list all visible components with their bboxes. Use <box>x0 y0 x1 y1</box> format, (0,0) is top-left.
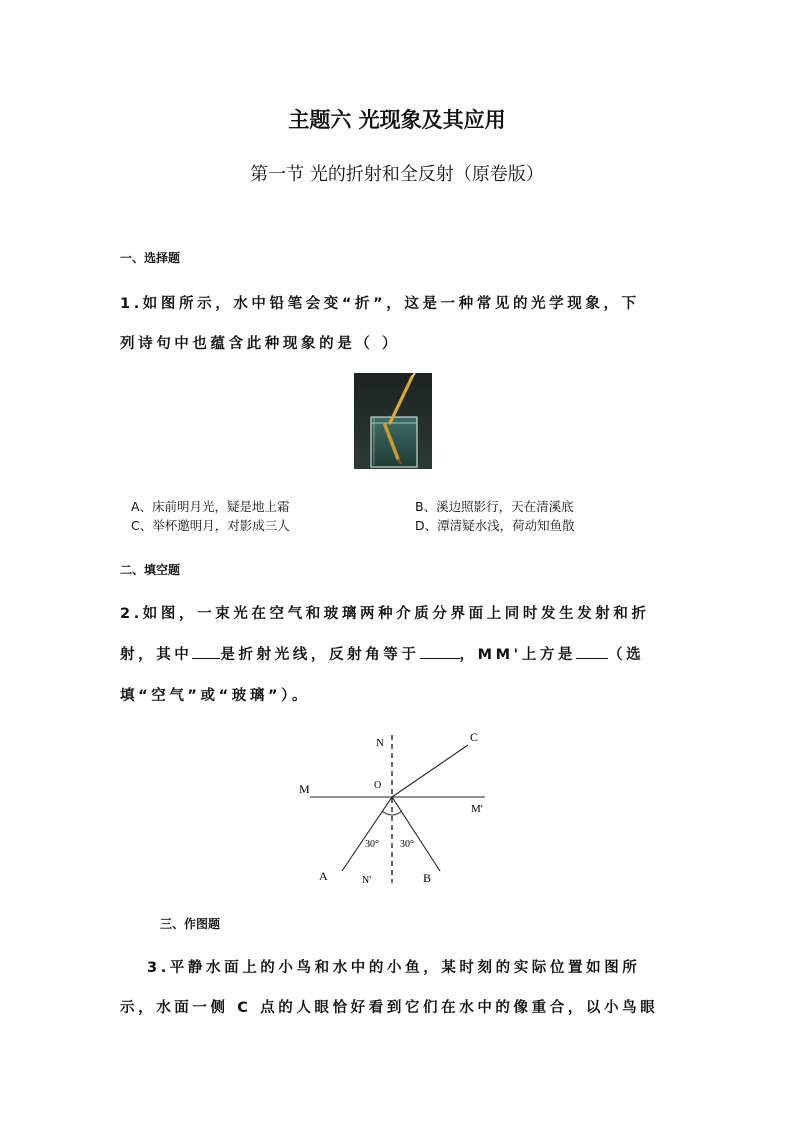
answer-blank-2[interactable] <box>420 644 460 659</box>
option-a: A、床前明月光，疑是地上霜 <box>131 499 290 514</box>
label-m-prime: M' <box>471 803 483 815</box>
option-b: B、溪边照影行，天在清溪底 <box>415 499 574 514</box>
label-n: N <box>376 737 384 749</box>
question-1-line-2: 列诗句中也蕴含此种现象的是（ ） <box>120 336 401 352</box>
pencil-in-water-photo <box>354 373 432 469</box>
ray-oc <box>392 745 468 797</box>
question-2-line-2 <box>120 643 644 664</box>
page-subtitle: 第一节 光的折射和全反射（原卷版） <box>250 164 544 185</box>
label-angle-right: 30° <box>400 839 414 850</box>
ray-oa <box>342 797 392 871</box>
question-3-line-2: 示，水面一侧 C 点的人眼恰好看到它们在水中的像重合，以小鸟眼 <box>120 1000 659 1016</box>
question-2-line-3: 填“空气”或“玻璃”）。 <box>120 688 311 704</box>
page-title: 主题六 光现象及其应用 <box>288 108 506 132</box>
refraction-diagram <box>290 725 500 890</box>
question-2-text-a: 射，其中 <box>120 647 193 663</box>
option-c: C、举杯邀明月，对影成三人 <box>131 518 290 533</box>
question-2-text-d: （选 <box>608 647 645 663</box>
answer-blank-3[interactable] <box>576 644 608 659</box>
label-m: M <box>299 782 310 796</box>
label-angle-left: 30° <box>365 839 379 850</box>
label-a: A <box>319 869 328 883</box>
section-heading-fill-in: 二、填空题 <box>120 563 181 577</box>
section-heading-choice: 一、选择题 <box>120 251 181 265</box>
question-1-line-1: 1.如图所示，水中铅笔会变“折”，这是一种常见的光学现象，下 <box>120 296 640 312</box>
question-2-line-1: 2.如图，一束光在空气和玻璃两种介质分界面上同时发生发射和折 <box>120 606 650 622</box>
label-c: C <box>470 730 479 744</box>
label-b: B <box>423 871 432 885</box>
question-2-text-c: ，MM'上方是 <box>459 647 577 663</box>
option-d: D、潭清疑水浅，荷动知鱼散 <box>415 518 575 533</box>
answer-blank-1[interactable] <box>192 644 220 659</box>
ray-ob <box>392 797 440 871</box>
question-2-text-b: 是折射光线，反射角等于 <box>220 647 420 663</box>
label-o: O <box>374 780 382 791</box>
section-heading-drawing: 三、作图题 <box>160 917 221 931</box>
question-3-line-1: 3.平静水面上的小鸟和水中的小鱼，某时刻的实际位置如图所 <box>147 960 641 976</box>
label-n-prime: N' <box>362 875 372 886</box>
